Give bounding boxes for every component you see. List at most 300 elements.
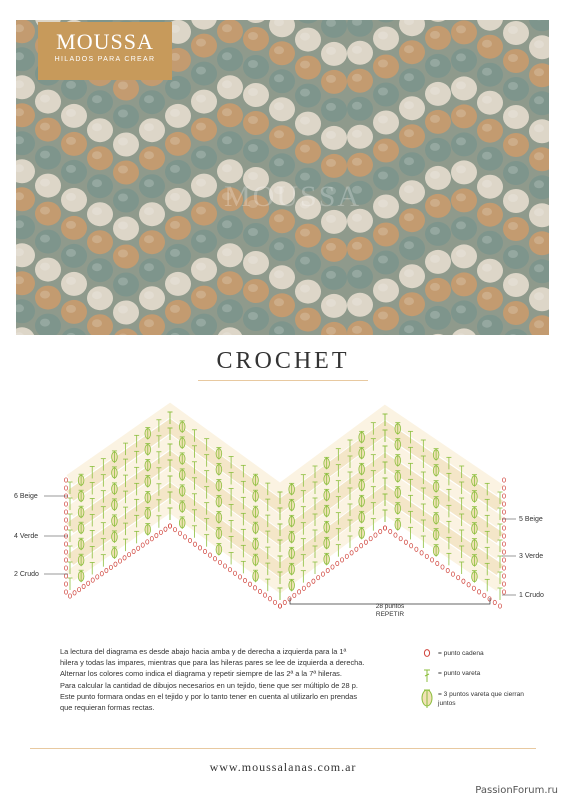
chain-mark — [164, 527, 167, 531]
chain-mark — [288, 597, 291, 601]
yarn-highlight — [326, 299, 336, 307]
legend-label: = punto cadena — [438, 650, 484, 657]
yarn-highlight — [118, 222, 128, 230]
yarn-highlight — [430, 143, 440, 151]
chain-mark — [168, 524, 171, 528]
yarn-highlight — [92, 207, 102, 215]
legend-item — [420, 648, 550, 668]
chain-mark — [360, 544, 363, 548]
chain-mark — [258, 589, 261, 593]
yarn-highlight — [248, 284, 258, 292]
yarn-highlight — [482, 320, 492, 328]
yarn-highlight — [508, 82, 518, 90]
yarn-highlight — [144, 235, 154, 243]
chain-mark — [502, 510, 505, 514]
yarn-highlight — [404, 269, 414, 277]
yarn-highlight — [196, 207, 206, 215]
chain-mark — [312, 579, 315, 583]
yarn-highlight — [404, 185, 414, 193]
yarn-cluster — [191, 20, 217, 30]
chain-mark — [379, 529, 382, 533]
yarn-highlight — [92, 123, 102, 131]
yarn-highlight — [40, 179, 50, 187]
yarn-highlight — [66, 277, 76, 285]
chain-mark — [123, 556, 126, 560]
yarn-highlight — [66, 221, 76, 229]
yarn-highlight — [274, 130, 284, 138]
yarn-highlight — [326, 103, 336, 111]
yarn-highlight — [534, 180, 544, 188]
instruction-line: La lectura del diagrama es desde abajo hacia amba y de derecha a izquierda para la 1ª — [60, 647, 347, 656]
row-label-5: 5 Beige — [519, 516, 543, 523]
yarn-highlight — [40, 235, 50, 243]
yarn-highlight — [222, 220, 232, 228]
yarn-highlight — [300, 313, 310, 321]
chain-mark — [502, 590, 505, 594]
yarn-highlight — [456, 305, 466, 313]
yarn-highlight — [248, 172, 258, 180]
yarn-highlight — [326, 159, 336, 167]
chain-mark — [410, 544, 413, 548]
yarn-highlight — [404, 325, 414, 333]
yarn-highlight — [118, 306, 128, 314]
yarn-highlight — [430, 199, 440, 207]
yarn-highlight — [248, 116, 258, 124]
yarn-highlight — [196, 263, 206, 271]
chain-mark — [502, 502, 505, 506]
chain-mark — [173, 527, 176, 531]
yarn-highlight — [430, 31, 440, 39]
brand-logo — [38, 22, 172, 80]
chain-mark — [317, 575, 320, 579]
row-label-2: 2 Crudo — [14, 571, 39, 578]
chain-mark — [415, 547, 418, 551]
chain-mark — [109, 565, 112, 569]
chain-mark — [502, 550, 505, 554]
chain-mark — [336, 561, 339, 565]
instruction-line: que requieran formas rectas. — [60, 703, 155, 713]
chain-mark — [268, 597, 271, 601]
yarn-cluster — [373, 335, 399, 336]
yarn-highlight — [170, 221, 180, 229]
chevron-chart — [0, 400, 566, 630]
chain-mark — [105, 568, 108, 572]
chain-mark — [64, 510, 67, 514]
yarn-cluster — [425, 334, 451, 335]
yarn-highlight — [170, 137, 180, 145]
yarn-highlight — [170, 165, 180, 173]
yarn-highlight — [248, 88, 258, 96]
yarn-cluster — [529, 20, 549, 31]
yarn-highlight — [66, 109, 76, 117]
yarn-cluster — [295, 20, 321, 24]
yarn-highlight — [300, 257, 310, 265]
yarn-highlight — [248, 256, 258, 264]
yarn-highlight — [482, 40, 492, 48]
yarn-highlight — [404, 45, 414, 53]
chain-mark — [364, 540, 367, 544]
yarn-highlight — [196, 123, 206, 131]
chain-mark — [203, 549, 206, 553]
chain-mark — [420, 551, 423, 555]
instruction-line: hilera y todas las impares, mientras que para las hileras pares se lee de izquierda a derecha. — [60, 658, 365, 668]
yarn-highlight — [326, 243, 336, 251]
yarn-highlight — [404, 157, 414, 165]
yarn-highlight — [534, 320, 544, 328]
chain-mark — [283, 600, 286, 604]
chain-mark — [118, 559, 121, 563]
chain-mark — [477, 590, 480, 594]
yarn-highlight — [118, 194, 128, 202]
chain-mark — [488, 597, 491, 601]
yarn-highlight — [196, 151, 206, 159]
yarn-highlight — [170, 277, 180, 285]
chain-mark — [425, 554, 428, 558]
yarn-highlight — [430, 227, 440, 235]
yarn-highlight — [92, 319, 102, 327]
chain-mark — [132, 549, 135, 553]
row-label-1: 1 Crudo — [519, 592, 544, 599]
yarn-highlight — [378, 60, 388, 68]
chain-mark — [493, 600, 496, 604]
yarn-highlight — [508, 26, 518, 34]
yarn-highlight — [144, 291, 154, 299]
chain-mark — [278, 604, 281, 608]
yarn-highlight — [482, 236, 492, 244]
chain-mark — [263, 593, 266, 597]
yarn-cluster — [217, 20, 243, 43]
instruction-line: Para calcular la cantidad de dibujos necesarios en un tejido, tiene que ser múltiplo de 28 p. — [60, 680, 358, 690]
yarn-highlight — [534, 208, 544, 216]
chain-mark — [228, 567, 231, 571]
chain-mark — [233, 571, 236, 575]
repeat-count: 28 puntos — [375, 603, 405, 610]
photo-watermark: MOUSSA — [224, 180, 362, 213]
yarn-highlight — [508, 54, 518, 62]
cluster-stitch-icon — [420, 688, 434, 712]
yarn-highlight — [274, 214, 284, 222]
chain-mark — [307, 583, 310, 587]
yarn-highlight — [534, 264, 544, 272]
chain-mark — [146, 540, 149, 544]
yarn-highlight — [40, 123, 50, 131]
yarn-highlight — [118, 110, 128, 118]
chain-mark — [369, 536, 372, 540]
chain-mark — [340, 558, 343, 562]
yarn-highlight — [118, 166, 128, 174]
yarn-highlight — [170, 109, 180, 117]
yarn-highlight — [300, 145, 310, 153]
yarn-highlight — [352, 130, 362, 138]
yarn-highlight — [456, 221, 466, 229]
chain-mark — [502, 518, 505, 522]
yarn-highlight — [66, 193, 76, 201]
yarn-highlight — [482, 292, 492, 300]
yarn-cluster — [503, 329, 529, 335]
legend-label: = punto vareta — [438, 670, 481, 677]
chain-mark — [96, 575, 99, 579]
chain-mark — [193, 542, 196, 546]
yarn-highlight — [196, 67, 206, 75]
yarn-highlight — [274, 158, 284, 166]
chain-mark — [218, 560, 221, 564]
chain-mark — [243, 578, 246, 582]
chain-mark — [502, 542, 505, 546]
yarn-highlight — [248, 312, 258, 320]
chain-mark — [87, 581, 90, 585]
yarn-highlight — [92, 235, 102, 243]
yarn-highlight — [144, 123, 154, 131]
chain-mark — [502, 566, 505, 570]
yarn-highlight — [274, 46, 284, 54]
chain-mark — [389, 529, 392, 533]
yarn-highlight — [66, 137, 76, 145]
yarn-highlight — [40, 95, 50, 103]
chain-mark — [331, 565, 334, 569]
yarn-highlight — [326, 131, 336, 139]
yarn-highlight — [170, 305, 180, 313]
chain-mark — [462, 579, 465, 583]
chain-mark — [502, 526, 505, 530]
yarn-cluster — [425, 20, 451, 22]
yarn-highlight — [118, 82, 128, 90]
yarn-highlight — [456, 165, 466, 173]
chain-mark — [64, 558, 67, 562]
yarn-highlight — [534, 96, 544, 104]
yarn-highlight — [144, 179, 154, 187]
chain-mark — [502, 574, 505, 578]
yarn-highlight — [508, 194, 518, 202]
yarn-highlight — [456, 249, 466, 257]
footer-divider — [30, 748, 536, 749]
yarn-highlight — [534, 124, 544, 132]
website-url[interactable]: www.moussalanas.com.ar — [209, 760, 357, 774]
chain-mark — [77, 587, 80, 591]
yarn-highlight — [378, 228, 388, 236]
yarn-highlight — [196, 319, 206, 327]
chain-mark — [498, 604, 501, 608]
yarn-highlight — [482, 180, 492, 188]
chain-mark — [457, 575, 460, 579]
yarn-highlight — [222, 108, 232, 116]
chain-mark — [502, 558, 505, 562]
stitch-legend — [420, 648, 550, 716]
yarn-highlight — [248, 60, 258, 68]
yarn-highlight — [456, 193, 466, 201]
yarn-highlight — [534, 292, 544, 300]
chain-mark — [64, 542, 67, 546]
yarn-highlight — [456, 53, 466, 61]
chain-mark — [399, 536, 402, 540]
yarn-highlight — [222, 248, 232, 256]
chain-mark — [64, 590, 67, 594]
chain-mark — [64, 502, 67, 506]
chain-mark — [64, 566, 67, 570]
chain-mark — [183, 535, 186, 539]
yarn-highlight — [482, 208, 492, 216]
yarn-highlight — [222, 136, 232, 144]
chain-mark — [141, 543, 144, 547]
chain-mark — [451, 572, 454, 576]
yarn-highlight — [300, 229, 310, 237]
chain-mark — [394, 533, 397, 537]
yarn-cluster — [113, 329, 139, 336]
chain-mark — [127, 552, 130, 556]
yarn-highlight — [92, 151, 102, 159]
yarn-highlight — [482, 152, 492, 160]
instruction-line: Alternar los colores como indica el diagrama y repetir siempre de las 2ª a la 7ª hileras. — [60, 669, 342, 679]
yarn-highlight — [144, 207, 154, 215]
yarn-highlight — [300, 61, 310, 69]
chain-mark — [326, 568, 329, 572]
chain-stitch-icon — [420, 648, 434, 660]
chain-mark — [502, 534, 505, 538]
yarn-cluster — [373, 20, 399, 23]
yarn-highlight — [378, 284, 388, 292]
yarn-highlight — [456, 109, 466, 117]
yarn-highlight — [274, 298, 284, 306]
yarn-highlight — [326, 327, 336, 335]
forum-watermark: PassionForum.ru — [475, 785, 558, 796]
yarn-highlight — [404, 129, 414, 137]
yarn-highlight — [352, 214, 362, 222]
yarn-highlight — [378, 116, 388, 124]
yarn-highlight — [66, 305, 76, 313]
chain-mark — [155, 533, 158, 537]
chain-mark — [238, 575, 241, 579]
yarn-highlight — [430, 171, 440, 179]
yarn-highlight — [378, 200, 388, 208]
chain-mark — [446, 568, 449, 572]
yarn-highlight — [404, 73, 414, 81]
chain-mark — [441, 565, 444, 569]
chain-mark — [68, 594, 71, 598]
chain-mark — [91, 578, 94, 582]
yarn-highlight — [482, 96, 492, 104]
yarn-highlight — [222, 80, 232, 88]
chain-mark — [273, 600, 276, 604]
yarn-highlight — [430, 311, 440, 319]
yarn-highlight — [66, 81, 76, 89]
yarn-highlight — [534, 40, 544, 48]
chain-mark — [198, 546, 201, 550]
yarn-highlight — [40, 151, 50, 159]
chain-mark — [82, 584, 85, 588]
chain-mark — [321, 572, 324, 576]
chain-mark — [64, 574, 67, 578]
yarn-highlight — [482, 124, 492, 132]
yarn-highlight — [274, 74, 284, 82]
brand-tagline: HILADOS PARA CREAR — [54, 56, 156, 63]
chain-mark — [297, 590, 300, 594]
title-divider — [198, 380, 368, 381]
yarn-highlight — [144, 151, 154, 159]
yarn-highlight — [118, 138, 128, 146]
chain-mark — [213, 557, 216, 561]
chain-mark — [502, 494, 505, 498]
yarn-highlight — [196, 235, 206, 243]
yarn-highlight — [118, 250, 128, 258]
yarn-highlight — [352, 46, 362, 54]
yarn-highlight — [430, 59, 440, 67]
yarn-highlight — [456, 25, 466, 33]
chain-mark — [64, 486, 67, 490]
yarn-highlight — [404, 241, 414, 249]
double-crochet-icon — [420, 668, 434, 686]
yarn-highlight — [378, 172, 388, 180]
yarn-highlight — [508, 166, 518, 174]
yarn-highlight — [248, 144, 258, 152]
yarn-highlight — [144, 319, 154, 327]
instructions — [60, 646, 410, 713]
yarn-highlight — [508, 278, 518, 286]
yarn-highlight — [352, 326, 362, 334]
row-label-3: 3 Verde — [519, 553, 544, 560]
yarn-highlight — [482, 68, 492, 76]
yarn-highlight — [274, 242, 284, 250]
yarn-highlight — [144, 95, 154, 103]
yarn-highlight — [300, 33, 310, 41]
yarn-cluster — [451, 328, 477, 335]
yarn-highlight — [170, 193, 180, 201]
yarn-highlight — [300, 117, 310, 125]
yarn-highlight — [66, 165, 76, 173]
yarn-highlight — [326, 215, 336, 223]
yarn-highlight — [352, 74, 362, 82]
yarn-cluster — [243, 20, 269, 23]
yarn-highlight — [534, 152, 544, 160]
chain-mark — [345, 554, 348, 558]
yarn-highlight — [170, 249, 180, 257]
yarn-highlight — [170, 81, 180, 89]
yarn-highlight — [352, 158, 362, 166]
chain-mark — [64, 550, 67, 554]
yarn-highlight — [92, 263, 102, 271]
yarn-highlight — [378, 88, 388, 96]
chain-mark — [188, 538, 191, 542]
yarn-highlight — [326, 271, 336, 279]
chain-mark — [208, 553, 211, 557]
yarn-highlight — [378, 32, 388, 40]
chain-mark — [383, 526, 386, 530]
chain-mark — [159, 530, 162, 534]
yarn-highlight — [508, 250, 518, 258]
chain-mark — [355, 547, 358, 551]
yarn-highlight — [456, 137, 466, 145]
yarn-highlight — [92, 291, 102, 299]
yarn-highlight — [508, 138, 518, 146]
chain-mark — [404, 540, 407, 544]
yarn-highlight — [274, 326, 284, 334]
chain-mark — [248, 582, 251, 586]
yarn-highlight — [196, 291, 206, 299]
chain-mark — [502, 486, 505, 490]
yarn-cluster — [477, 20, 503, 31]
yarn-highlight — [534, 236, 544, 244]
yarn-highlight — [508, 222, 518, 230]
chain-mark — [64, 518, 67, 522]
yarn-highlight — [326, 47, 336, 55]
yarn-highlight — [196, 39, 206, 47]
yarn-highlight — [196, 179, 206, 187]
yarn-highlight — [404, 101, 414, 109]
row-label-6: 6 Beige — [14, 493, 38, 500]
yarn-highlight — [326, 75, 336, 83]
yarn-highlight — [40, 207, 50, 215]
yarn-highlight — [352, 298, 362, 306]
chain-mark — [374, 533, 377, 537]
chain-mark — [64, 582, 67, 586]
